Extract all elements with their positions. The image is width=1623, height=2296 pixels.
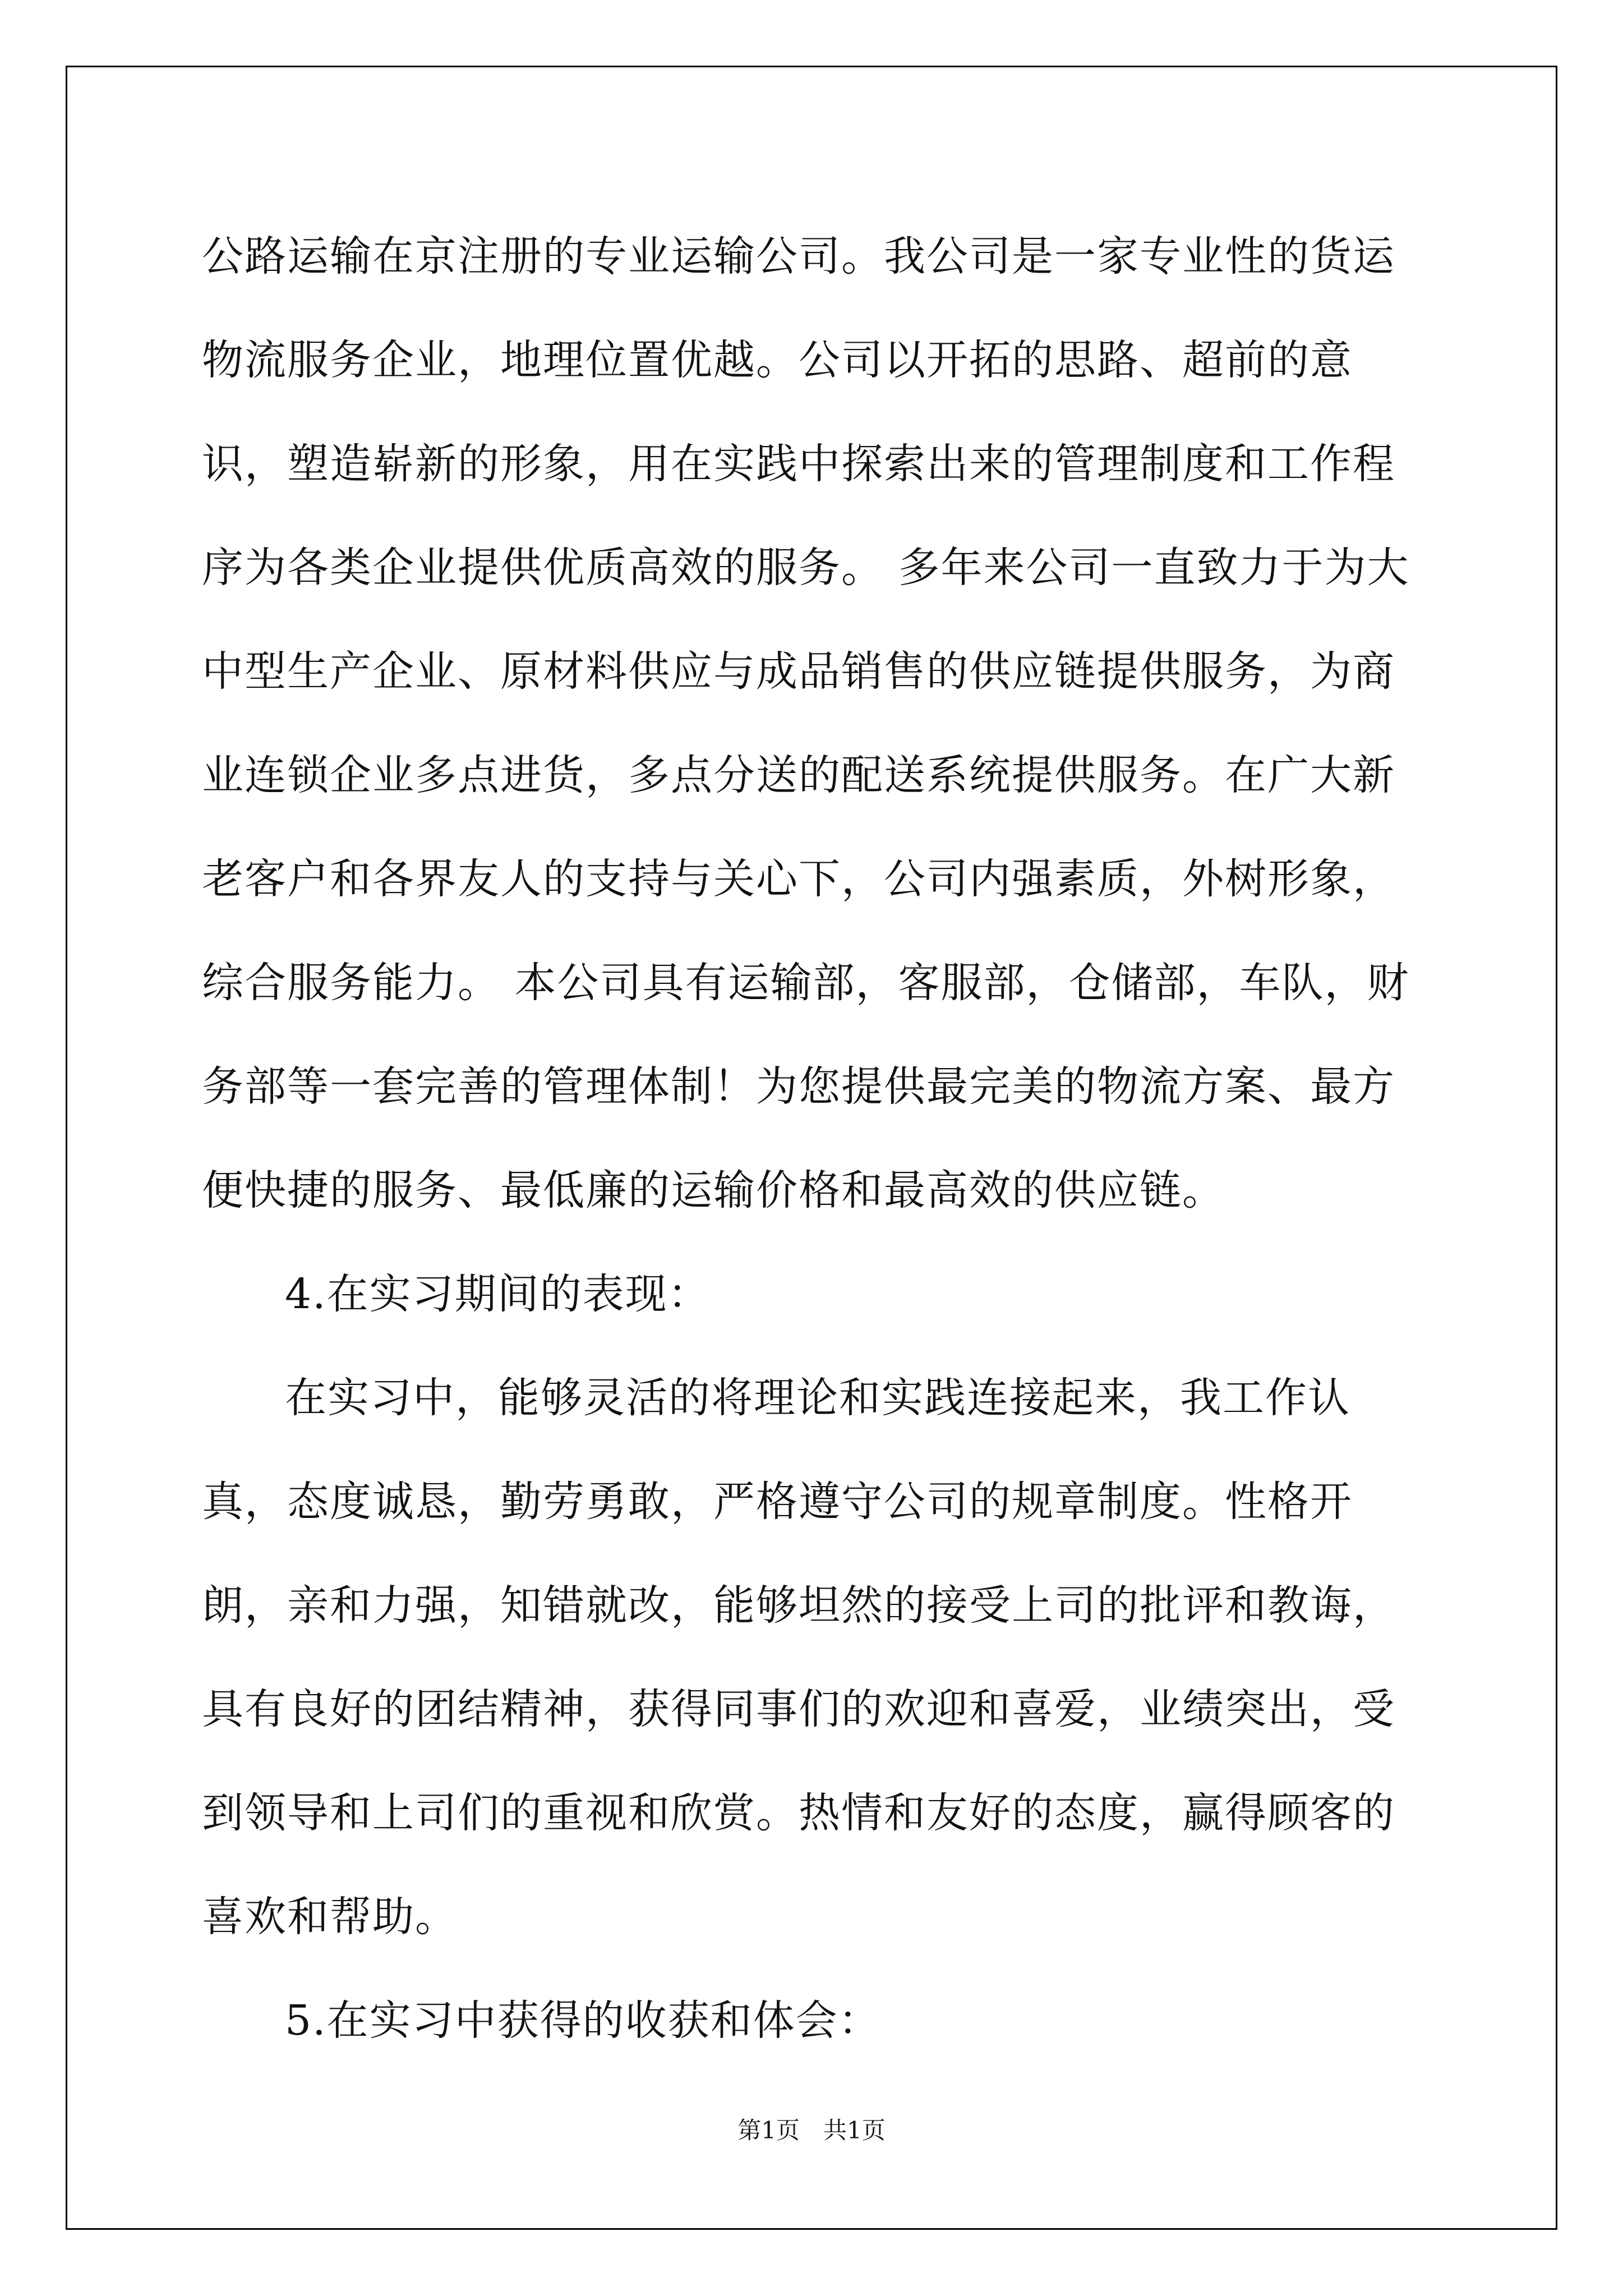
paragraph-performance: 在实习中，能够灵活的将理论和实践连接起来，我工作认真，态度诚恳，勤劳勇敢，严格遵守公司的规章制度。性格开朗，亲和力强，知错就改，能够坦然的接受上司的批评和教诲，具有良好的团结精神，获得同事们的欢迎和喜爱，业绩突出，受到领导和上司们的重视和欣赏。热情和友好的态度，赢得顾客的喜欢和帮助。	[202, 1374, 1395, 1941]
paragraph-company-intro: 公路运输在京注册的专业运输公司。我公司是一家专业性的货运物流服务企业，地理位置优越。公司以开拓的思路、超前的意识，塑造崭新的形象，用在实践中探索出来的管理制度和工作程序为各类企业提供优质高效的服务。 多年来公司一直致力于为大中型生产企业、原材料供应与成品销售的供应链提供服务，为商业连锁企业多点进货，多点分送的配送系统提供服务。在广大新老客户和各界友人的支持与关心下，公司内强素质，外树形象，综合服务能力。 本公司具有运输部，客服部，仓储部，车队，财务部等一套完善的管理体制！为您提供最完美的物流方案、最方便快捷的服务、最低廉的运输价格和最高效的供应链。	[202, 232, 1410, 1214]
document-body	[202, 205, 1424, 2073]
page-number-footer: 第1页 共1页	[737, 2116, 886, 2144]
section-heading-performance: 4.在实习期间的表现：	[285, 1270, 711, 1318]
section-heading-gains: 5.在实习中获得的收获和体会：	[285, 1996, 881, 2045]
